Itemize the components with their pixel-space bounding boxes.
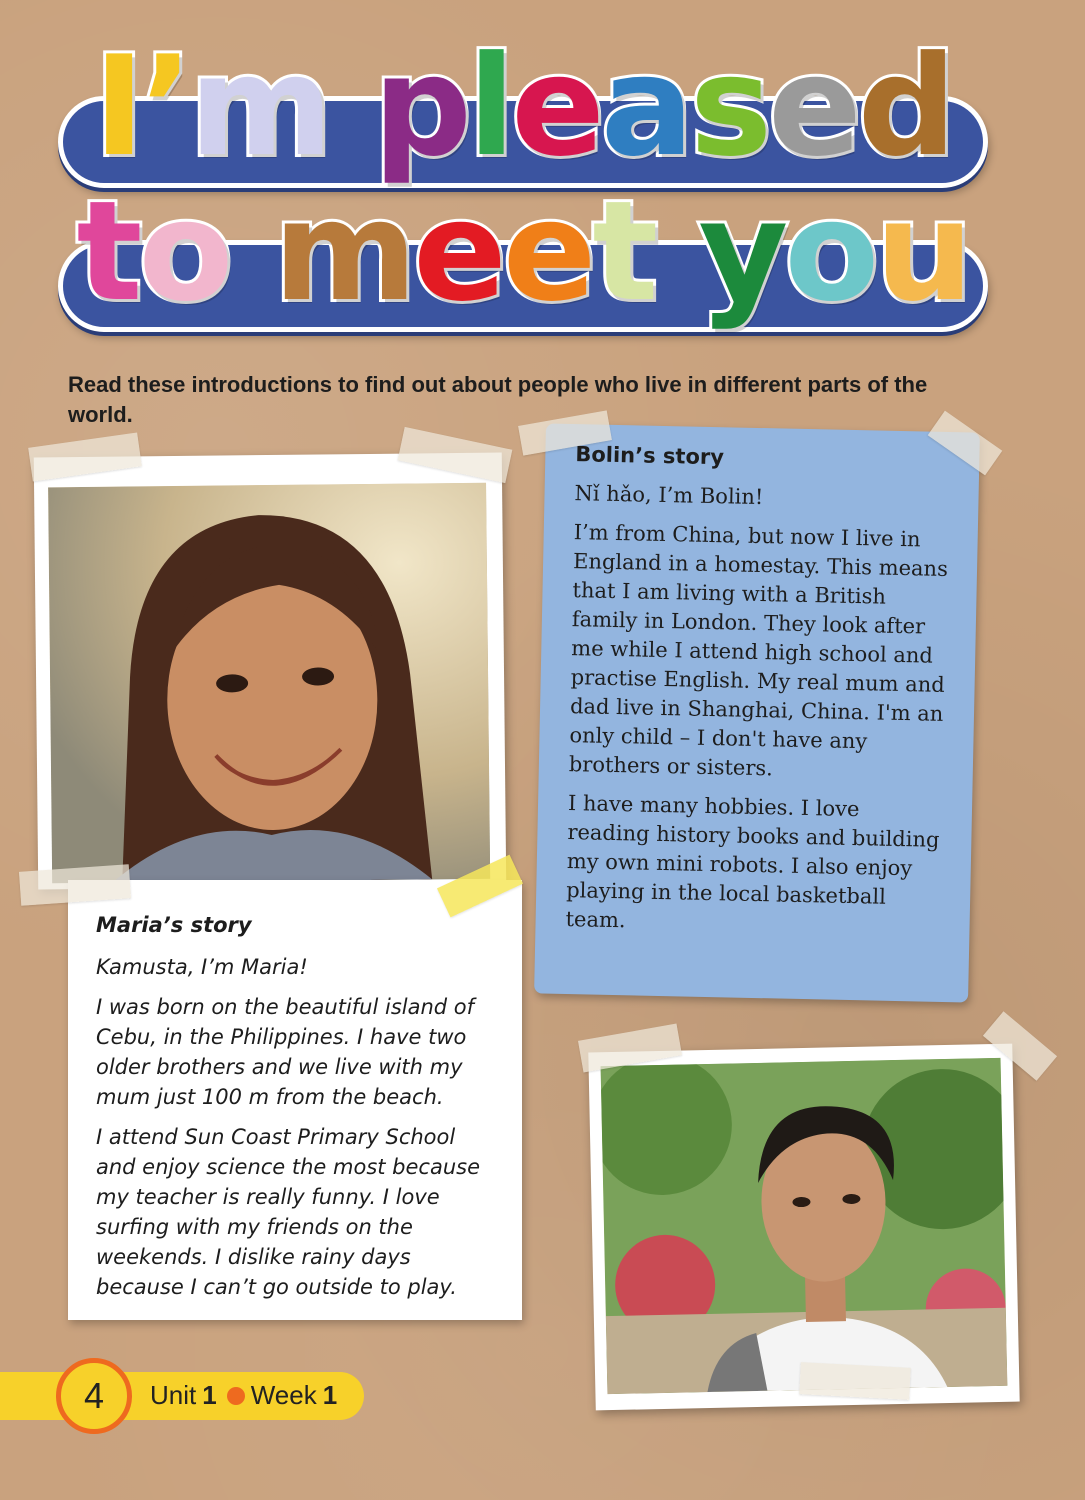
bolin-story-title: Bolin’s story bbox=[575, 442, 725, 470]
maria-paragraph-1: I was born on the beautiful island of Cebu, in the Philippines. I have two older brothers and we live with my mum just 100 m from the beach. bbox=[96, 995, 475, 1109]
title-letter: e bbox=[511, 26, 601, 187]
title-letter: d bbox=[857, 26, 953, 187]
maria-photo-frame bbox=[34, 453, 506, 890]
title-letter: I bbox=[93, 26, 141, 187]
title-letter: t bbox=[592, 171, 655, 332]
title-letter: m bbox=[273, 171, 414, 332]
week-number: 1 bbox=[322, 1380, 338, 1410]
title-letter: a bbox=[600, 26, 690, 187]
title-letter bbox=[654, 171, 698, 332]
week-label: Week bbox=[250, 1380, 317, 1410]
page-number-badge bbox=[56, 1358, 132, 1434]
maria-story-card bbox=[68, 880, 522, 1320]
title-letter: s bbox=[689, 26, 769, 187]
bolin-photo-frame bbox=[588, 1044, 1019, 1411]
title-letter: m bbox=[189, 26, 330, 187]
title-letter: e bbox=[413, 171, 503, 332]
maria-photo bbox=[48, 483, 490, 884]
title-letter: t bbox=[76, 171, 139, 332]
bullet-dot-icon bbox=[227, 1387, 245, 1405]
title-letter: o bbox=[138, 171, 230, 332]
maria-story-title: Maria’s story bbox=[96, 913, 252, 937]
unit-label: Unit bbox=[150, 1380, 197, 1410]
title-letter: ’ bbox=[140, 26, 190, 187]
maria-paragraph-2: I attend Sun Coast Primary School and enjoy science the most because my teacher is really funny. I love surfing with my friends on the weekends. I dislike rainy days because I can’t go outside to play. bbox=[96, 1125, 481, 1299]
title-letter bbox=[329, 26, 373, 187]
title-letter: u bbox=[875, 171, 970, 332]
title-letter: o bbox=[784, 171, 876, 332]
bolin-greeting: Nǐ hǎo, I’m Bolin! bbox=[574, 481, 764, 510]
unit-week-label bbox=[150, 1380, 347, 1411]
unit-number: 1 bbox=[202, 1380, 217, 1410]
title-letter: e bbox=[768, 26, 858, 187]
bolin-paragraph-1: I’m from China, but now I live in England in a homestay. This means that I am living with a British family in London. They look after me while I attend high school and practise English. My real mum and dad live in Shanghai, China. I'm an only child – I don't have any brothers or sisters. bbox=[568, 520, 949, 781]
title-letter: y bbox=[698, 171, 785, 332]
title-letter: e bbox=[502, 171, 593, 332]
intro-text: Read these introductions to find out about people who live in different parts of the world. bbox=[68, 372, 928, 427]
title-letter bbox=[229, 171, 273, 332]
bolin-story-card bbox=[534, 424, 980, 1003]
bolin-paragraph-2: I have many hobbies. I love reading history books and building my own mini robots. I also enjoy playing in the local basketball team. bbox=[565, 791, 940, 933]
title-letter: p bbox=[373, 26, 468, 187]
title-letter: l bbox=[467, 26, 512, 187]
maria-greeting: Kamusta, I’m Maria! bbox=[96, 955, 308, 979]
page-title-line-2 bbox=[58, 171, 988, 332]
page-number: 4 bbox=[83, 1375, 105, 1416]
page-title-line-1 bbox=[58, 26, 988, 187]
bolin-photo bbox=[601, 1058, 1008, 1394]
tape-piece bbox=[799, 1362, 911, 1400]
